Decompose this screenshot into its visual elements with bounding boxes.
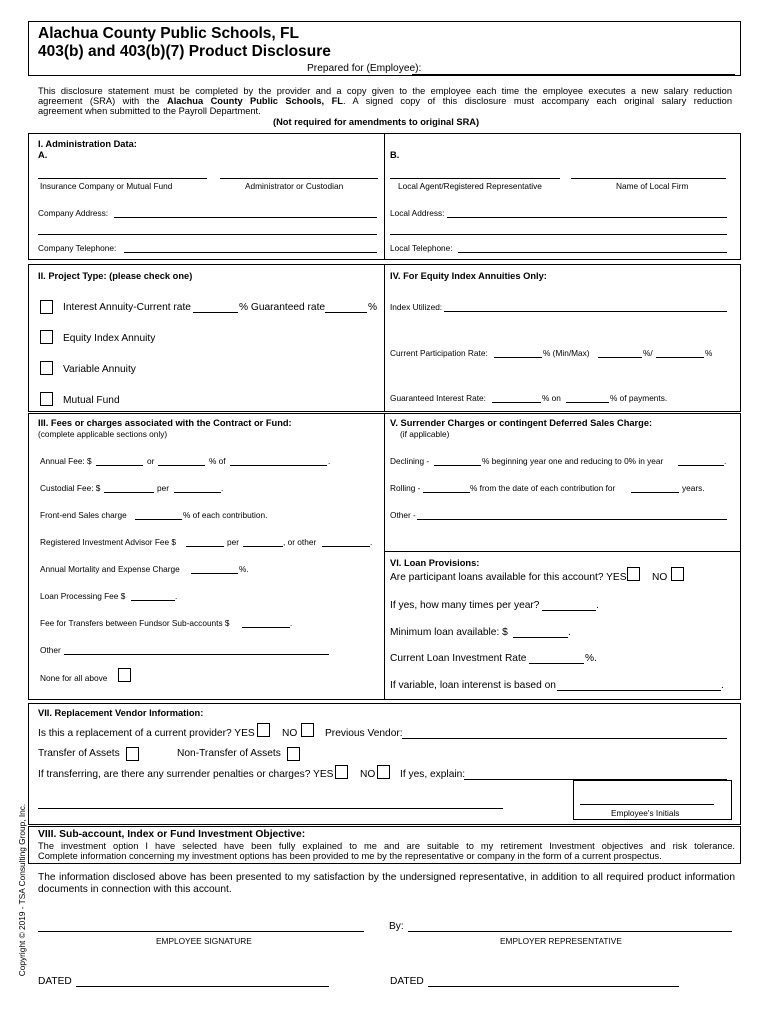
guaranteed-on-label: % on	[542, 393, 561, 403]
penalties-question: If transferring, are there any surrender penalties or charges? YES	[38, 769, 334, 780]
declining-suffix: % beginning year one and reducing to 0% in year	[482, 456, 664, 466]
guaranteed-interest-field[interactable]	[492, 402, 541, 403]
annual-fee-pct-field[interactable]	[158, 465, 205, 466]
participation-slash: %/	[643, 348, 653, 358]
none-label: None for all above	[40, 673, 108, 683]
rolling-label: Rolling -	[390, 483, 421, 493]
loan-rate-label: Current Loan Investment Rate	[390, 653, 527, 664]
ria-fee-label: Registered Investment Advisor Fee $	[40, 537, 177, 547]
none-checkbox[interactable]	[118, 668, 131, 682]
surrender-other-field[interactable]	[417, 519, 727, 520]
objective-heading: VIII. Sub-account, Index or Fund Investment Objective:	[38, 829, 306, 840]
custodial-fee-per: per	[157, 483, 169, 493]
custodial-fee-period-field[interactable]	[174, 492, 221, 493]
loan-rate-field[interactable]	[529, 663, 584, 664]
replacement-heading: VII. Replacement Vendor Information:	[38, 708, 204, 718]
company-telephone-field[interactable]	[124, 252, 377, 253]
non-transfer-label: Non-Transfer of Assets	[177, 748, 281, 759]
current-rate-field[interactable]	[193, 312, 238, 313]
loan-times-label: If yes, how many times per year?	[390, 600, 540, 611]
intro-line3: agreement when submitted to the Payroll Department.	[38, 106, 261, 116]
title-line2: 403(b) and 403(b)(7) Product Disclosure	[38, 43, 331, 60]
declining-pct-field[interactable]	[434, 465, 481, 466]
local-telephone-field[interactable]	[458, 252, 727, 253]
closing-line2: documents in connection with this account.	[38, 884, 232, 895]
ria-fee-period: .	[370, 537, 373, 547]
insurance-company-field[interactable]	[38, 178, 207, 179]
declining-year-field[interactable]	[678, 465, 724, 466]
previous-vendor-field[interactable]	[402, 738, 727, 739]
equity-index-label: Equity Index Annuity	[63, 333, 156, 344]
loan-available-label: Are participant loans available for this account? YES	[390, 572, 627, 583]
transfer-fee-label: Fee for Transfers between Fundsor Sub-accounts $	[40, 618, 230, 628]
loan-fee-period: .	[175, 591, 178, 601]
equity-index-checkbox[interactable]	[40, 330, 53, 344]
guaranteed-rate-field[interactable]	[325, 312, 367, 313]
penalties-no-checkbox[interactable]	[377, 765, 390, 779]
custodial-fee-amount-field[interactable]	[104, 492, 154, 493]
rolling-pct-field[interactable]	[423, 492, 470, 493]
mutual-fund-label: Mutual Fund	[63, 395, 120, 406]
loan-minimum-label: Minimum loan available: $	[390, 627, 508, 638]
annual-fee-amount-field[interactable]	[96, 465, 143, 466]
transfer-fee-period: .	[290, 618, 293, 628]
loan-minimum-period: .	[568, 627, 571, 638]
loan-rate-pct: %.	[585, 653, 597, 664]
replacement-no-label: NO	[282, 728, 298, 739]
fees-sub: (complete applicable sections only)	[38, 429, 168, 439]
guaranteed-payments-label: % of payments.	[610, 393, 668, 403]
company-address-field-2[interactable]	[38, 234, 377, 235]
transfer-fee-field[interactable]	[242, 627, 290, 628]
mutual-fund-checkbox[interactable]	[40, 392, 53, 406]
annual-fee-of: % of	[209, 456, 226, 466]
frontend-field[interactable]	[135, 519, 182, 520]
annual-fee-label: Annual Fee: $	[40, 456, 92, 466]
local-address-field-2[interactable]	[390, 234, 727, 235]
loan-fee-field[interactable]	[131, 600, 175, 601]
local-agent-field[interactable]	[390, 178, 560, 179]
company-address-label: Company Address:	[38, 208, 109, 218]
explain-label: If yes, explain:	[400, 769, 466, 780]
rolling-years-field[interactable]	[631, 492, 679, 493]
guaranteed-payments-field[interactable]	[566, 402, 609, 403]
participation-minmax-label: % (Min/Max)	[543, 348, 590, 358]
surrender-other-label: Other -	[390, 510, 416, 520]
interest-annuity-checkbox[interactable]	[40, 300, 53, 314]
non-transfer-checkbox[interactable]	[287, 747, 300, 761]
other-fee-field[interactable]	[64, 654, 329, 655]
surrender-heading: V. Surrender Charges or contingent Deferred Sales Charge:	[390, 418, 653, 428]
local-address-label: Local Address:	[390, 208, 445, 218]
previous-vendor-label: Previous Vendor:	[325, 728, 403, 739]
initials-field[interactable]	[580, 804, 714, 805]
transfer-assets-checkbox[interactable]	[126, 747, 139, 761]
loan-yes-checkbox[interactable]	[627, 567, 640, 581]
admin-heading: I. Administration Data:	[38, 139, 137, 149]
penalties-no-label: NO	[360, 769, 376, 780]
declining-period: .	[724, 456, 727, 466]
replacement-question: Is this a replacement of a current provider? YES	[38, 728, 255, 739]
variable-annuity-label: Variable Annuity	[63, 364, 136, 375]
custodial-fee-period: .	[221, 483, 224, 493]
copyright-text: Copyright © 2019 - TSA Consulting Group, Inc.	[17, 803, 27, 977]
ria-fee-amount-field[interactable]	[186, 546, 224, 547]
objective-line1: The investment option I have selected have been fully explained to me and are suitable to my retirement Investment objectives and risk tolerance.	[38, 841, 735, 851]
frontend-label: Front-end Sales charge	[40, 510, 127, 520]
dated-label-2: DATED	[390, 976, 424, 987]
participation-min-field[interactable]	[598, 357, 642, 358]
prepared-for-field[interactable]	[412, 74, 735, 75]
participation-label: Current Participation Rate:	[390, 348, 488, 358]
administrator-label: Administrator or Custodian	[245, 181, 344, 191]
title-line1: Alachua County Public Schools, FL	[38, 25, 299, 42]
loan-minimum-field[interactable]	[513, 637, 568, 638]
loan-fee-label: Loan Processing Fee $	[40, 591, 126, 601]
surrender-sub: (if applicable)	[400, 429, 450, 439]
ria-fee-other-field[interactable]	[322, 546, 370, 547]
employer-signature-field[interactable]	[408, 931, 732, 932]
participation-max-field[interactable]	[656, 357, 704, 358]
declining-label: Declining -	[390, 456, 430, 466]
variable-annuity-checkbox[interactable]	[40, 361, 53, 375]
other-fee-label: Other	[40, 645, 61, 655]
loan-variable-field[interactable]	[557, 690, 721, 691]
objective-line2: Complete information concerning my investment options has been provided to me by the representative or company in the form of a current prospectus.	[38, 851, 662, 861]
employer-rep-label: EMPLOYER REPRESENTATIVE	[500, 936, 622, 946]
explain-field-2[interactable]	[38, 808, 503, 809]
frontend-suffix: % of each contribution.	[183, 510, 268, 520]
participation-pct: %	[705, 348, 713, 358]
admin-a-label: A.	[38, 150, 48, 160]
guaranteed-rate-label: % Guaranteed rate	[239, 302, 326, 313]
dated-field-1[interactable]	[76, 986, 329, 987]
company-telephone-label: Company Telephone:	[38, 243, 117, 253]
dated-label-1: DATED	[38, 976, 72, 987]
loan-times-field[interactable]	[542, 610, 596, 611]
ria-fee-per: per	[227, 537, 239, 547]
intro-note: (Not required for amendments to original SRA)	[273, 117, 480, 127]
prepared-for-label: Prepared for (Employee):	[307, 63, 422, 74]
fees-heading: III. Fees or charges associated with the Contract or Fund:	[38, 418, 292, 428]
interest-annuity-label: Interest Annuity-Current rate	[63, 302, 191, 313]
local-firm-field[interactable]	[571, 178, 726, 179]
employee-signature-field[interactable]	[38, 931, 364, 932]
ria-fee-period-field[interactable]	[243, 546, 283, 547]
local-address-field[interactable]	[447, 217, 727, 218]
transfer-assets-label: Transfer of Assets	[38, 748, 120, 759]
local-agent-label: Local Agent/Registered Representative	[398, 181, 542, 191]
initials-label: Employee's Initials	[611, 808, 680, 818]
closing-line1: The information disclosed above has been presented to my satisfaction by the undersigned representative, in addition to all required product information	[38, 872, 735, 883]
rolling-suffix: % from the date of each contribution for	[470, 483, 616, 493]
employee-signature-label: EMPLOYEE SIGNATURE	[156, 936, 252, 946]
index-utilized-label: Index Utilized:	[390, 302, 443, 312]
rolling-years: years.	[682, 483, 705, 493]
index-utilized-field[interactable]	[444, 311, 727, 312]
mortality-label: Annual Mortality and Expense Charge	[40, 564, 180, 574]
replacement-yes-checkbox[interactable]	[257, 723, 270, 737]
project-type-heading: II. Project Type: (please check one)	[38, 271, 193, 281]
annual-fee-or: or	[147, 456, 155, 466]
mortality-field[interactable]	[191, 573, 238, 574]
intro-line2: agreement (SRA) with the Alachua County Public Schools, FL. A signed copy of this disclosure must accompany each original salary reduction	[38, 96, 733, 106]
loan-heading: VI. Loan Provisions:	[390, 558, 480, 568]
custodial-fee-label: Custodial Fee: $	[40, 483, 101, 493]
penalties-yes-checkbox[interactable]	[335, 765, 348, 779]
company-address-field[interactable]	[114, 217, 377, 218]
loan-variable-label: If variable, loan interenst is based on	[390, 680, 556, 691]
local-telephone-label: Local Telephone:	[390, 243, 453, 253]
loan-variable-period: .	[721, 680, 724, 691]
ria-fee-other: , or other	[283, 537, 317, 547]
replacement-no-checkbox[interactable]	[301, 723, 314, 737]
admin-b-label: B.	[390, 150, 400, 160]
local-firm-label: Name of Local Firm	[616, 181, 689, 191]
participation-rate-field[interactable]	[494, 357, 542, 358]
mortality-pct: %.	[239, 564, 249, 574]
loan-no-label: NO	[652, 572, 668, 583]
guaranteed-rate-pct: %	[368, 302, 378, 313]
equity-heading: IV. For Equity Index Annuities Only:	[390, 271, 547, 281]
insurance-company-label: Insurance Company or Mutual Fund	[40, 181, 173, 191]
guaranteed-interest-label: Guaranteed Interest Rate:	[390, 393, 486, 403]
annual-fee-period: .	[328, 456, 331, 466]
intro-line1: This disclosure statement must be completed by the provider and a copy given to the employee each time the employee executes a new salary reduction	[38, 86, 732, 96]
annual-fee-basis-field[interactable]	[230, 465, 327, 466]
administrator-field[interactable]	[220, 178, 378, 179]
loan-no-checkbox[interactable]	[671, 567, 684, 581]
by-label: By:	[389, 921, 404, 932]
loan-times-period: .	[596, 600, 599, 611]
dated-field-2[interactable]	[428, 986, 679, 987]
